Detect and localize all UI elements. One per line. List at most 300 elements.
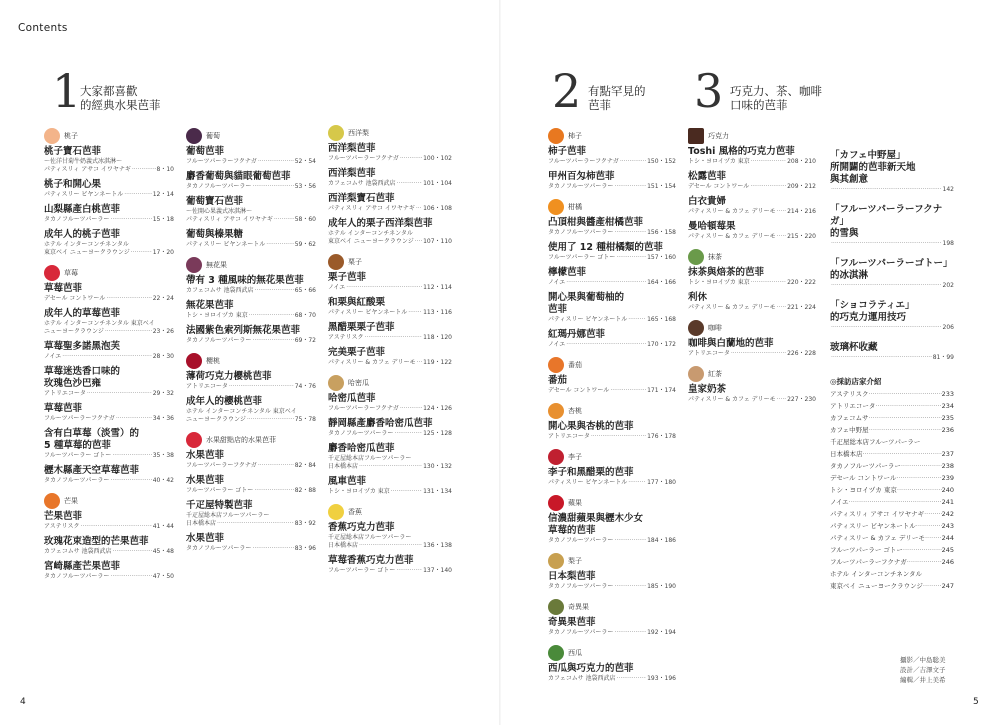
fruit-icon (688, 366, 704, 382)
shop-name: タカノフルーツパーラー (548, 537, 614, 544)
page-numbers: 47・50 (152, 573, 174, 580)
shop-name: トシ・ヨロイヅカ 東京 (186, 312, 248, 319)
category-group (548, 645, 676, 683)
credit-line: 攝影／中島聡美 (900, 656, 946, 664)
fruit-icon (44, 265, 60, 281)
category-group (688, 128, 816, 241)
category-group (548, 403, 676, 441)
leader-dots (591, 433, 646, 441)
shop-name: カフェコムサ 池袋西武店 (548, 675, 616, 682)
leader-dots (896, 472, 941, 484)
entry-shop-line (44, 548, 174, 556)
fruit-icon (548, 553, 564, 569)
shop-name: カフェコムサ 池袋西武店 (186, 287, 254, 294)
entry-title: 甲州百匁柿芭菲 (548, 171, 615, 182)
leader-dots (62, 353, 151, 361)
entry-subtitle: ホテル インターコンチネンタル 東京ベイ (186, 408, 297, 415)
toc-entry (44, 204, 174, 224)
category-header (688, 249, 816, 265)
leader-dots (907, 556, 942, 568)
category-header (548, 553, 676, 569)
leader-dots (247, 416, 294, 424)
shop-index-row (830, 532, 954, 544)
category-header (328, 504, 452, 520)
shop-name: パティスリィ アサコ イワヤナギ (44, 166, 131, 173)
page-numbers: 176・178 (647, 433, 676, 440)
toc-entry (548, 663, 676, 683)
page-number: 244 (941, 534, 954, 542)
fruit-icon (186, 128, 202, 144)
page-numbers: 29・32 (152, 390, 174, 397)
spine-gutter (499, 0, 501, 725)
page-numbers: 100・102 (423, 155, 452, 162)
category-name: 番茄 (568, 361, 582, 369)
page-numbers: 82・88 (294, 487, 316, 494)
leader-dots (777, 208, 786, 216)
section-title (588, 84, 646, 112)
entry-title: 利休 (688, 292, 708, 303)
toc-entry (328, 143, 452, 163)
toc-entry (44, 428, 174, 460)
entry-title: 凸頂柑與醬產柑橘芭菲 (548, 217, 644, 228)
entry-shop-line (688, 183, 816, 191)
entry-title: 草莓芭菲 (44, 403, 83, 414)
toc-entry (186, 396, 316, 424)
toc-entry (548, 217, 676, 237)
category-header (328, 375, 452, 391)
leader-dots (614, 629, 646, 637)
leader-dots (831, 354, 932, 362)
fruit-icon (186, 257, 202, 273)
shop-name: 日本橋本店 (328, 542, 359, 549)
entry-title: 成年人的草莓芭菲 (44, 308, 121, 319)
shop-name: トシ・ヨロイヅカ 東京 (688, 279, 750, 286)
leader-dots (924, 508, 941, 520)
toc-entry (328, 272, 452, 292)
shop-name: フルーツパーラー ゴトー (44, 452, 112, 459)
shop-name: タカノフルーツパーラー (548, 229, 614, 236)
category-group (688, 320, 816, 358)
page-header: Contents (18, 22, 68, 34)
category-name: 抹茶 (708, 253, 722, 261)
leader-dots (266, 241, 294, 249)
credit-line: 編輯／井上美希 (900, 676, 946, 684)
leader-dots (258, 462, 294, 470)
shop-index-row (830, 448, 954, 460)
leader-dots (105, 328, 152, 336)
page-numbers: 8・10 (156, 166, 174, 173)
leader-dots (113, 548, 152, 556)
shop-name: パティスリィ アサコ イワヤナギ (186, 216, 273, 223)
entry-title: 草莓香蕉巧克力芭菲 (328, 555, 414, 566)
shop-name: デセール コントワール (44, 295, 106, 302)
shop-index-row (830, 496, 954, 508)
entry-title: 黑醋栗栗子芭菲 (328, 322, 395, 333)
entry-title: 含有白草莓（淡雪）的 (44, 428, 140, 439)
shop-name: ノイエ (548, 341, 566, 348)
feature-page-line (830, 186, 954, 194)
entry-title: Toshi 風格的巧克力芭菲 (688, 146, 795, 157)
fruit-icon (548, 449, 564, 465)
shop-name: フルーツパーラーフクナガ (548, 158, 619, 165)
page-number: 238 (941, 462, 954, 470)
page-number: 240 (941, 486, 954, 494)
toc-entry (688, 146, 816, 166)
entry-shop-line (548, 629, 676, 637)
shop-name: パティスリー ビヤンネートル (328, 309, 408, 316)
entry-subtitle: 千疋屋総本店フルーツパーラー (328, 534, 412, 541)
entry-title: 抹茶與焙茶的芭菲 (688, 267, 765, 278)
leader-dots (87, 390, 152, 398)
leader-dots (916, 520, 942, 532)
entry-subtitle: ～佐開心果義式冰淇淋～ (186, 208, 253, 215)
category-name: 櫻桃 (206, 357, 220, 365)
toc-entry (186, 325, 316, 345)
leader-dots (124, 191, 152, 199)
leader-dots (359, 463, 422, 471)
category-group (186, 353, 316, 424)
shop-name: アトリエコータ (548, 433, 590, 440)
shop-name: ノイエ (44, 353, 62, 360)
page-numbers: 112・114 (423, 284, 452, 291)
toc-entry (688, 292, 816, 312)
section-title-line: 口味的芭菲 (730, 98, 788, 112)
feature-title: 的巧克力運用技巧 (830, 312, 907, 323)
shop-name: パティスリー ビヤンネートル (44, 191, 124, 198)
entry-shop-line (548, 537, 676, 545)
category-header (688, 320, 816, 336)
entry-title: 西瓜與巧克力的芭菲 (548, 663, 634, 674)
category-name: 西洋梨 (348, 129, 369, 137)
page-numbers: 59・62 (294, 241, 316, 248)
toc-entry (186, 171, 316, 191)
entry-title: 櫪木縣產天空草莓芭菲 (44, 465, 140, 476)
feature-title: 「ショコラティエ」 (830, 300, 915, 311)
page-numbers: 184・186 (647, 537, 676, 544)
category-name: 西瓜 (568, 649, 582, 657)
leader-dots (416, 205, 422, 213)
leader-dots (923, 580, 942, 592)
entry-shop-line (328, 238, 452, 246)
leader-dots (751, 279, 786, 287)
leader-dots (875, 400, 941, 412)
category-name: 蘋果 (568, 499, 582, 507)
fruit-icon (328, 254, 344, 270)
leader-dots (614, 229, 646, 237)
shop-index-row (830, 580, 954, 592)
entry-title: 西洋梨芭菲 (328, 143, 376, 154)
toc-entry (688, 338, 816, 358)
page-numbers: 177・180 (647, 479, 676, 486)
shop-name: タカノフルーツパーラー (548, 583, 614, 590)
toc-column (328, 125, 452, 583)
page-numbers: 208・210 (787, 158, 816, 165)
toc-entry (186, 300, 316, 320)
section-number: 2 (552, 64, 582, 118)
page-numbers: 214・216 (787, 208, 816, 215)
category-header (688, 128, 816, 144)
section-title-line: 有點罕見的 (588, 84, 646, 98)
toc-entry (186, 275, 316, 295)
fruit-icon (328, 504, 344, 520)
entry-subtitle: ～佐洋甘菊牛奶義式冰淇淋～ (44, 158, 123, 165)
entry-shop-line (186, 416, 316, 424)
leader-dots (81, 523, 152, 531)
entry-title: 日本梨芭菲 (548, 571, 596, 582)
shop-name: デセール コントワール (548, 387, 610, 394)
toc-entry (328, 193, 452, 213)
category-group (548, 495, 676, 545)
page-numbers: 113・116 (423, 309, 452, 316)
feature-entry (830, 342, 954, 362)
entry-shop-line (186, 183, 316, 191)
entry-shop-line (44, 295, 174, 303)
page-numbers: 34・36 (152, 415, 174, 422)
shop-name: カフェコムサ 池袋西武店 (328, 180, 396, 187)
leader-dots (777, 396, 786, 404)
fruit-icon (688, 320, 704, 336)
shop-index-row (830, 556, 954, 568)
category-group (548, 199, 676, 349)
toc-entry (328, 347, 452, 367)
entry-shop-line (186, 158, 316, 166)
entry-title: 風車芭菲 (328, 476, 367, 487)
leader-dots (868, 388, 941, 400)
toc-entry (328, 522, 452, 550)
section-number: 3 (694, 64, 724, 118)
toc-entry (548, 242, 676, 262)
category-header (548, 449, 676, 465)
entry-shop-line (44, 573, 174, 581)
page-number: 239 (941, 474, 954, 482)
toc-entry (44, 308, 174, 336)
entry-subtitle: ホテル インターコンチネンタル 東京ベイ (44, 320, 155, 327)
leader-dots (131, 249, 152, 257)
entry-shop-line (328, 430, 452, 438)
page-numbers: 193・196 (647, 675, 676, 682)
feature-entry (830, 300, 954, 332)
entry-shop-line (548, 254, 676, 262)
shop-name: パティスリー & カフェ デリーモ (830, 534, 925, 542)
page-numbers: 227・230 (787, 396, 816, 403)
category-group (328, 504, 452, 575)
section-title-line: 大家都喜歡 (80, 84, 138, 98)
shop-name: タカノフルーツパーラー (548, 183, 614, 190)
toc-entry (186, 371, 316, 391)
leader-dots (396, 567, 422, 575)
entry-shop-line (548, 433, 676, 441)
shop-index-row (830, 472, 954, 484)
page-numbers: 101・104 (423, 180, 452, 187)
leader-dots (925, 532, 942, 544)
fruit-icon (548, 645, 564, 661)
page-numbers: 65・66 (294, 287, 316, 294)
leader-dots (831, 324, 942, 332)
shop-name: 東京ベイ ニューヨークラウンジ (830, 582, 923, 590)
shop-name: カフェコムサ (830, 414, 869, 422)
feature-page-line (830, 354, 954, 362)
category-header (44, 265, 174, 281)
fruit-icon (548, 357, 564, 373)
entry-shop-line (44, 216, 174, 224)
entry-title: 檸檬芭菲 (548, 267, 587, 278)
shop-name: ノイエ (548, 279, 566, 286)
entry-title: 葡萄寶石芭菲 (186, 196, 244, 207)
feature-entry (830, 204, 954, 248)
page-numbers: 150・152 (647, 158, 676, 165)
section-title (730, 84, 822, 112)
fruit-icon (186, 353, 202, 369)
entry-shop-line (328, 463, 452, 471)
entry-title: 法國紫色索列斯無花果芭菲 (186, 325, 301, 336)
page-number: 247 (941, 582, 954, 590)
shop-name: タカノフルーツパーラー (186, 337, 252, 344)
shop-name: 千疋屋総本店フルーツパーラー (830, 438, 921, 446)
category-header (548, 357, 676, 373)
page-numbers: 83・96 (294, 545, 316, 552)
entry-title: 使用了 12 種柑橘類的芭菲 (548, 242, 663, 253)
entry-title: 白衣貴婦 (688, 196, 727, 207)
leader-dots (400, 155, 422, 163)
shop-name: パティスリー & カフェ デリーモ (688, 304, 776, 311)
entry-subtitle: ホテル インターコンチネンタル (44, 241, 129, 248)
page-numbers: 157・160 (647, 254, 676, 261)
shop-name: ニューヨークラウンジ (186, 416, 246, 423)
leader-dots (397, 180, 423, 188)
entry-title: 芭菲 (548, 304, 568, 315)
leader-dots (777, 233, 786, 241)
shop-index-row (830, 520, 954, 532)
shop-name: パティスリー ビヤンネートル (186, 241, 266, 248)
leader-dots (417, 359, 422, 367)
fruit-icon (44, 493, 60, 509)
entry-title: 皇家奶茶 (688, 384, 727, 395)
page-numbers: 131・134 (423, 488, 452, 495)
feature-entry (830, 150, 954, 194)
leader-dots (614, 183, 646, 191)
entry-title: 信濃甜蘋果與櫪木少女 (548, 513, 644, 524)
entry-shop-line (548, 583, 676, 591)
page-numbers: 185・190 (647, 583, 676, 590)
entry-shop-line (688, 279, 816, 287)
section-number: 1 (52, 64, 82, 118)
entry-title: 完美栗子芭菲 (328, 347, 386, 358)
leader-dots (610, 387, 646, 395)
shop-index-row (830, 508, 954, 520)
entry-title: 葡萄與榛果糖 (186, 229, 244, 240)
entry-title: 成年人的桃子芭菲 (44, 229, 121, 240)
page-numbers: 192・194 (647, 629, 676, 636)
leader-dots (112, 452, 151, 460)
page-numbers: 118・120 (423, 334, 452, 341)
shop-name: フルーツパーラー ゴトー (830, 546, 903, 554)
category-group (44, 128, 174, 257)
category-header (548, 599, 676, 615)
entry-shop-line (44, 166, 174, 174)
page-numbers: 28・30 (152, 353, 174, 360)
shop-name: フルーツパーラーフクナガ (44, 415, 115, 422)
shop-name: トシ・ヨロイヅカ 東京 (830, 486, 897, 494)
shop-name: フルーツパーラーフクナガ (328, 155, 399, 162)
entry-title: 香蕉巧克力芭菲 (328, 522, 395, 533)
leader-dots (258, 158, 294, 166)
page-numbers: 202 (942, 282, 954, 289)
shop-name: タカノフルーツパーラー (44, 573, 110, 580)
shop-name: トシ・ヨロイヅカ 東京 (328, 488, 390, 495)
entry-title: 和栗與紅酸栗 (328, 297, 386, 308)
page-numbers: 74・76 (294, 383, 316, 390)
page-numbers: 53・56 (294, 183, 316, 190)
page-numbers: 165・168 (647, 316, 676, 323)
toc-entry (44, 511, 174, 531)
shop-name: タカノフルーツパーラー (186, 545, 252, 552)
category-name: 巧克力 (708, 132, 729, 140)
entry-shop-line (186, 241, 316, 249)
leader-dots (229, 383, 294, 391)
shop-index-row (830, 424, 954, 436)
toc-entry (186, 475, 316, 495)
page-number: 243 (941, 522, 954, 530)
toc-entry (688, 171, 816, 191)
shop-index (830, 388, 954, 592)
leader-dots (394, 430, 422, 438)
leader-dots (831, 240, 942, 248)
page-number-right: 5 (973, 697, 979, 707)
leader-dots (751, 158, 786, 166)
leader-dots (566, 341, 646, 349)
page-numbers: 124・126 (423, 405, 452, 412)
leader-dots (132, 166, 156, 174)
page-numbers: 81・99 (932, 354, 954, 361)
feature-title: 所開闢的芭菲新天地 (830, 162, 916, 173)
toc-column (548, 128, 676, 691)
category-header (548, 128, 676, 144)
shop-name: パティスリー & カフェ デリーモ (688, 396, 776, 403)
entry-title: 奇異果芭菲 (548, 617, 596, 628)
shop-name: タカノフルーツパーラー (44, 477, 110, 484)
category-name: 草莓 (64, 269, 78, 277)
entry-shop-line (548, 316, 676, 324)
entry-shop-line (688, 233, 816, 241)
category-header (548, 199, 676, 215)
entry-title: 薄荷巧克力櫻桃芭菲 (186, 371, 272, 382)
page-number: 237 (941, 450, 954, 458)
page-numbers: 130・132 (423, 463, 452, 470)
entry-title: 靜岡縣產麝香哈密瓜芭菲 (328, 418, 433, 429)
page-numbers: 151・154 (647, 183, 676, 190)
page-number: 234 (941, 402, 954, 410)
page-numbers: 83・92 (294, 520, 316, 527)
toc-entry (186, 146, 316, 166)
page-numbers: 45・48 (152, 548, 174, 555)
shop-name: タカノフルーツパーラー (548, 629, 614, 636)
entry-shop-line (44, 353, 174, 361)
entry-title: 千疋屋特製芭菲 (186, 500, 253, 511)
toc-entry (688, 196, 816, 216)
leader-dots (217, 520, 294, 528)
entry-title: 李子和黑醋栗的芭菲 (548, 467, 634, 478)
page-numbers: 17・20 (152, 249, 174, 256)
page-numbers: 206 (942, 324, 954, 331)
fruit-icon (328, 125, 344, 141)
entry-shop-line (44, 452, 174, 460)
toc-column (44, 128, 174, 589)
entry-shop-line (688, 304, 816, 312)
entry-subtitle: ホテル インターコンチネンタル (328, 230, 413, 237)
entry-shop-line (688, 158, 816, 166)
entry-subtitle: 千疋屋総本店フルーツパーラー (328, 455, 412, 462)
shop-index-row (830, 400, 954, 412)
